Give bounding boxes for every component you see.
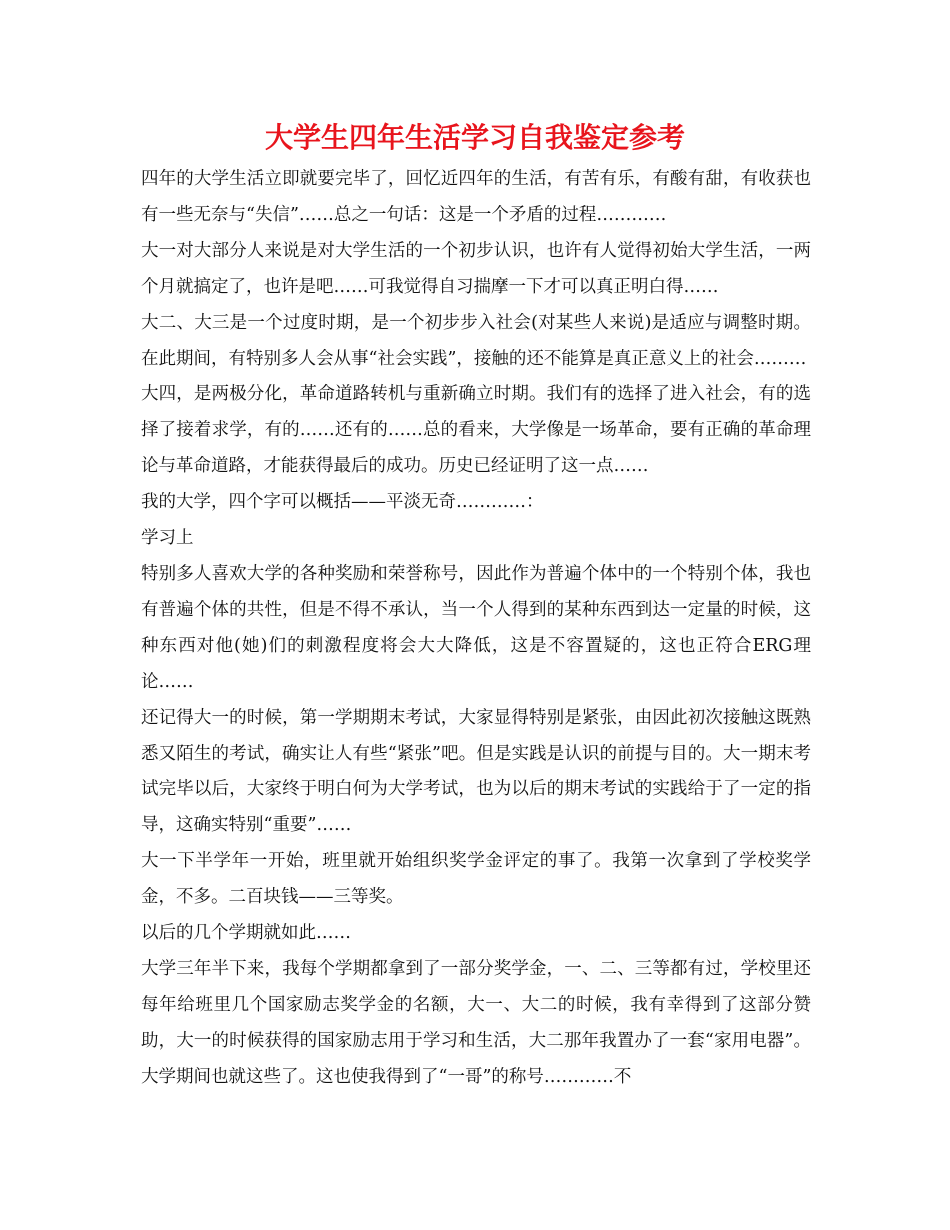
paragraph: 还记得大一的时候，第一学期期末考试，大家显得特别是紧张，由因此初次接触这既熟悉又陌生的考试，确实让人有些“紧张”吧。但是实践是认识的前提与目的。大一期末考试完毕以后，大家终于明白何为大学考试，也为以后的期末考试的实践给于了一定的指导，这确实特别“重要”…… <box>141 707 811 836</box>
section-heading: 学习上 <box>141 528 194 549</box>
document-body <box>141 162 811 1096</box>
paragraph: 特别多人喜欢大学的各种奖励和荣誉称号，因此作为普遍个体中的一个特别个体，我也有普遍个体的共性，但是不得不承认，当一个人得到的某种东西到达一定量的时候，这种东西对他(她)们的刺激程度将会大大降低，这是不容置疑的，这也正符合ERG理论…… <box>141 563 811 692</box>
paragraph: 以后的几个学期就如此…… <box>141 923 351 944</box>
paragraph: 大一对大部分人来说是对大学生活的一个初步认识，也许有人觉得初始大学生活，一两个月就搞定了，也许是吧……可我觉得自习揣摩一下才可以真正明白得…… <box>141 240 811 297</box>
paragraph: 大一下半学年一开始，班里就开始组织奖学金评定的事了。我第一次拿到了学校奖学金，不多。二百块钱——三等奖。 <box>141 851 811 908</box>
paragraph: 我的大学，四个字可以概括——平淡无奇…………： <box>141 492 544 513</box>
paragraph: 大学三年半下来，我每个学期都拿到了一部分奖学金，一、二、三等都有过，学校里还每年给班里几个国家励志奖学金的名额，大一、大二的时候，我有幸得到了这部分赞助，大一的时候获得的国家励志用于学习和生活，大二那年我置办了一套“家用电器”。大学期间也就这些了。这也使我得到了“一哥”的称号…………不 <box>141 958 811 1087</box>
paragraph: 四年的大学生活立即就要完毕了，回忆近四年的生活，有苦有乐，有酸有甜，有收获也有一些无奈与“失信”……总之一句话：这是一个矛盾的过程………… <box>141 169 811 225</box>
paragraph: 大四，是两极分化，革命道路转机与重新确立时期。我们有的选择了进入社会，有的选择了接着求学，有的……还有的……总的看来，大学像是一场革命，要有正确的革命理论与革命道路，才能获得最后的成功。历史已经证明了这一点…… <box>141 384 811 477</box>
paragraph: 大二、大三是一个过度时期，是一个初步步入社会(对某些人来说)是适应与调整时期。在此期间，有特别多人会从事“社会实践”，接触的还不能算是真正意义上的社会……… <box>141 312 811 369</box>
document-title: 大学生四年生活学习自我鉴定参考 <box>264 121 685 154</box>
